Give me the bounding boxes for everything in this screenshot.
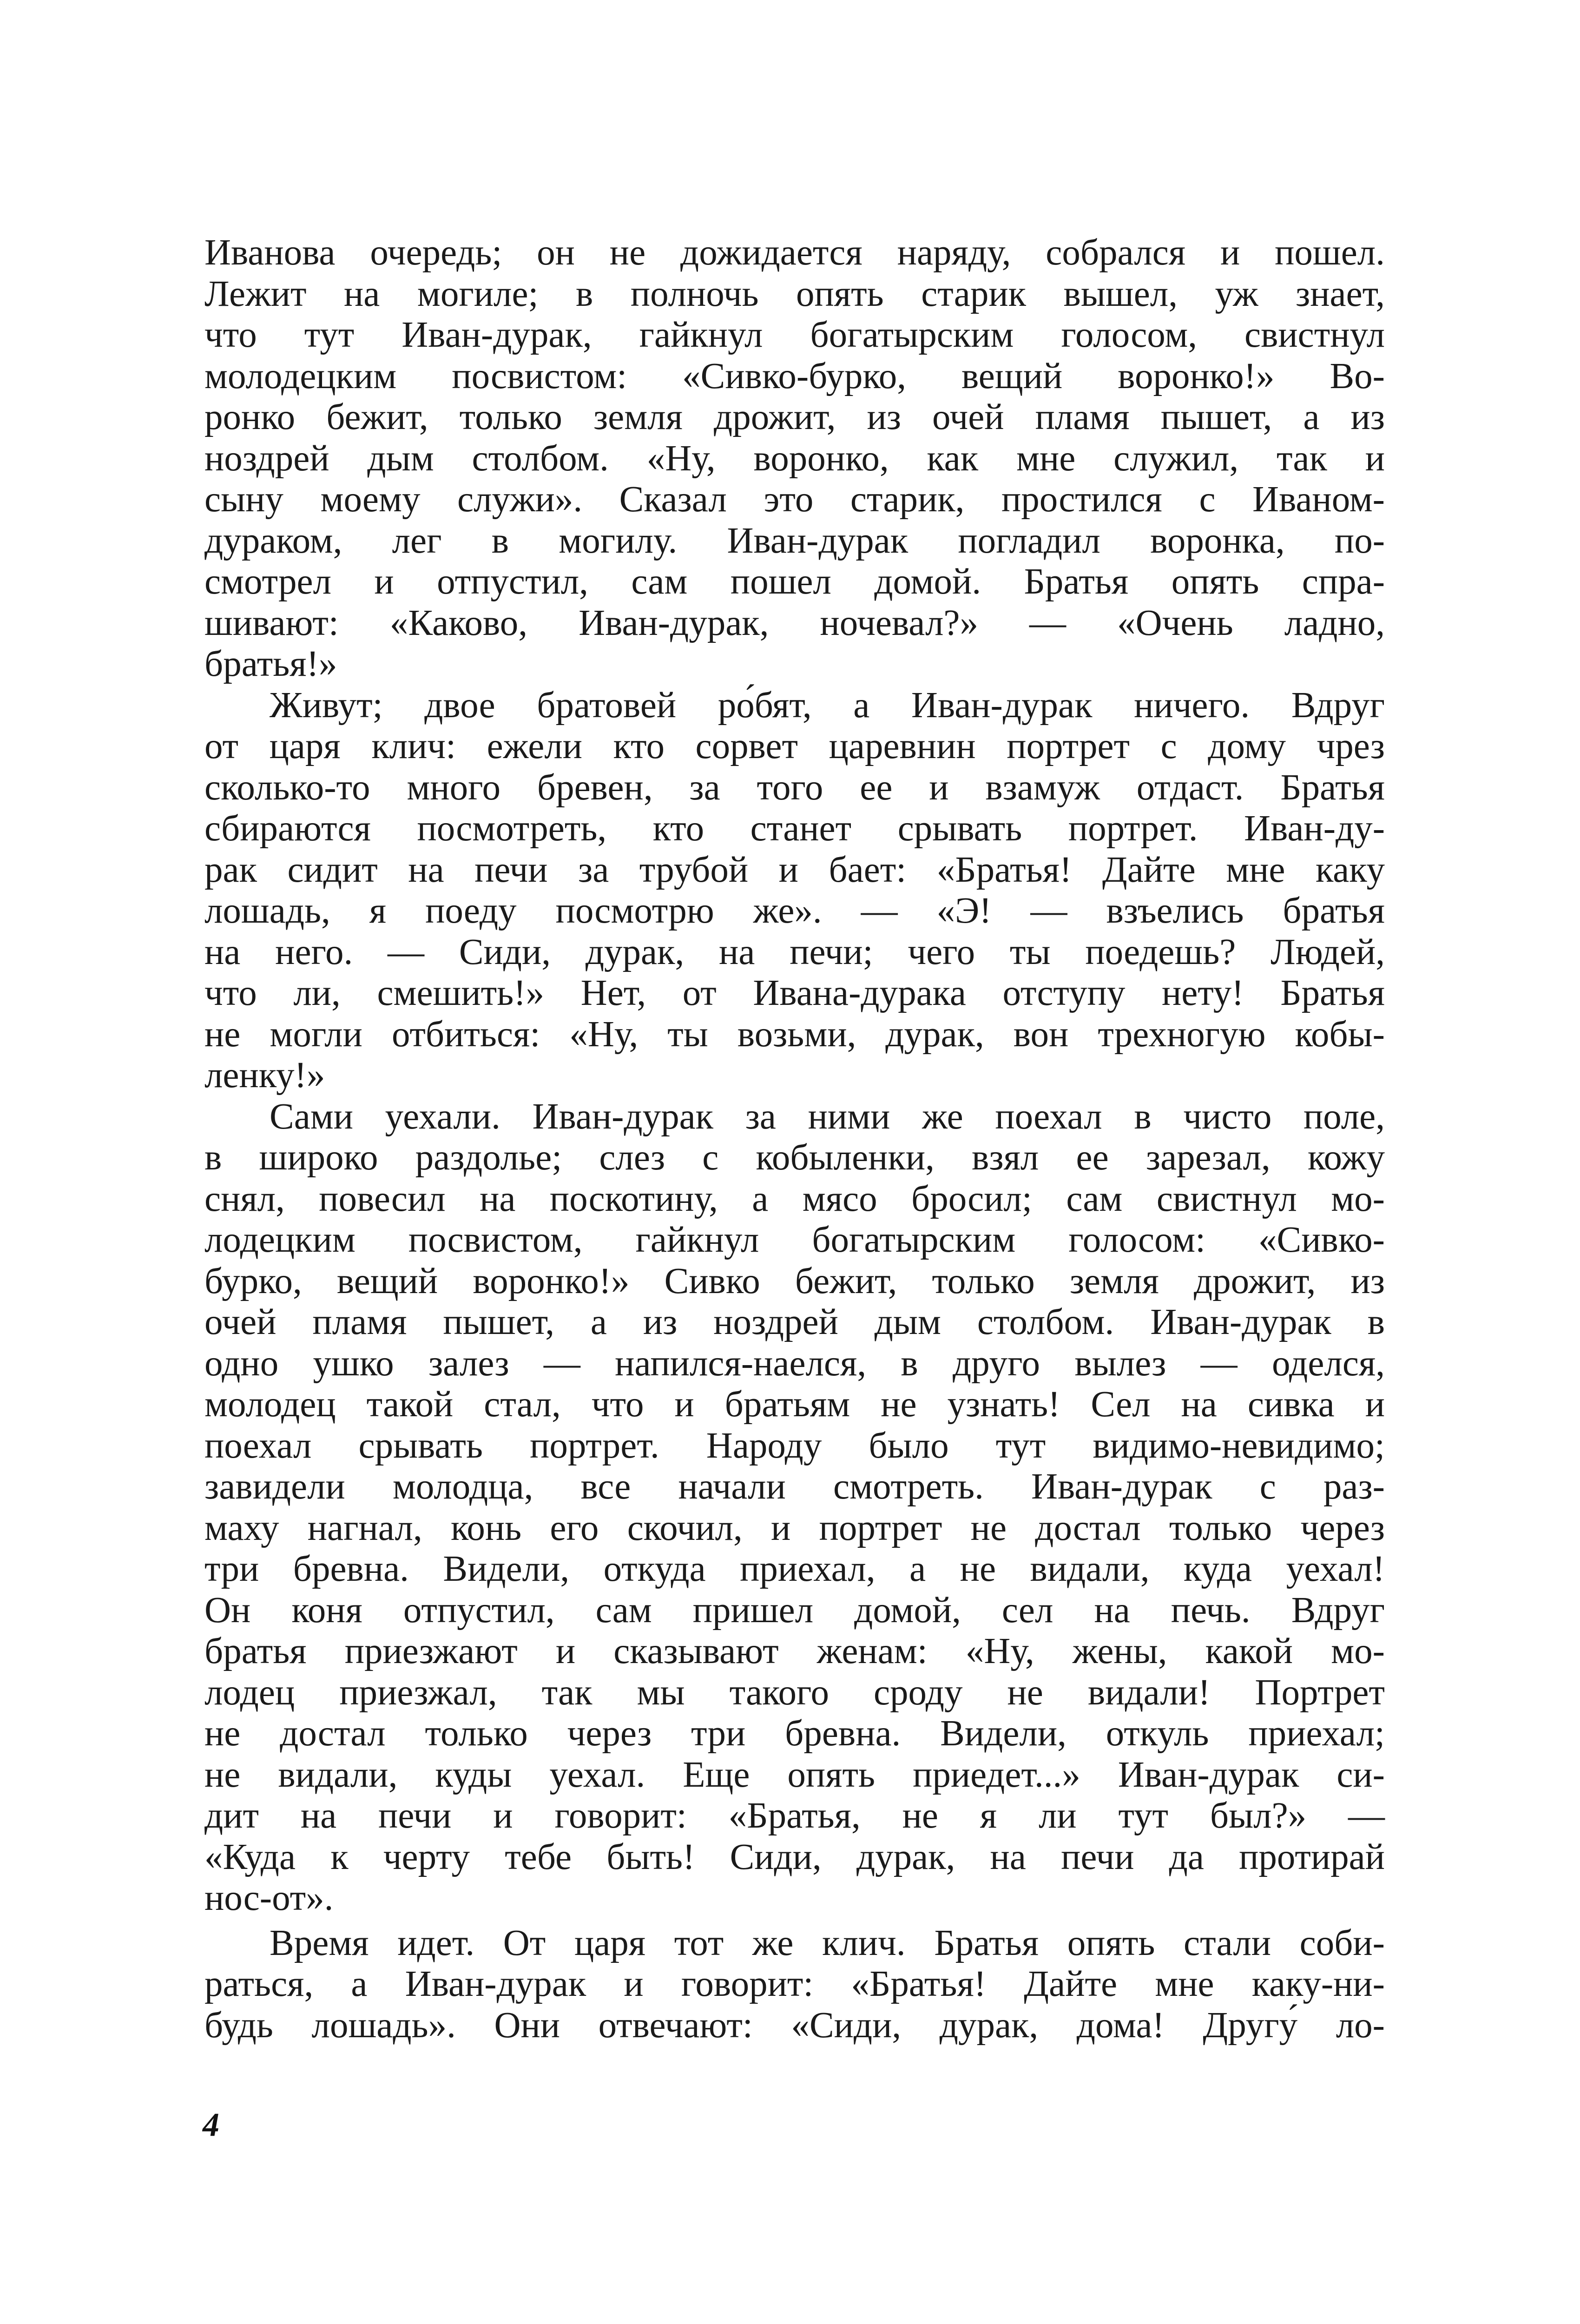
text-line: лодецким посвистом, гайкнул богатырским голосом: «Сивко- bbox=[204, 1220, 1385, 1260]
text-line: сыну моему служи». Сказал это старик, простился с Иваном- bbox=[204, 479, 1385, 520]
text-line: смотрел и отпустил, сам пошел домой. Братья опять спра- bbox=[204, 561, 1385, 602]
text-line: очей пламя пышет, а из ноздрей дым столбом. Иван-дурак в bbox=[204, 1302, 1385, 1342]
text-line: шивают: «Каково, Иван-дурак, ночевал?» — «Очень ладно, bbox=[204, 602, 1385, 643]
text-line: сколько-то много бревен, за того ее и взамуж отдаст. Братья bbox=[204, 767, 1385, 808]
text-line: молодец такой стал, что и братьям не узнать! Сел на сивка и bbox=[204, 1384, 1385, 1425]
text-line: будь лошадь». Они отвечают: «Сиди, дурак, дома! Другу́ ло- bbox=[204, 2005, 1385, 2046]
text-line: не могли отбиться: «Ну, ты возьми, дурак, вон трехногую кобы- bbox=[204, 1014, 1385, 1055]
text-line: три бревна. Видели, откуда приехал, а не видали, куда уехал! bbox=[204, 1549, 1385, 1589]
text-line: завидели молодца, все начали смотреть. Иван-дурак с раз- bbox=[204, 1466, 1385, 1507]
text-line: братья!» bbox=[204, 644, 337, 684]
body-text bbox=[204, 232, 1385, 2046]
text-line: Время идет. От царя тот же клич. Братья опять стали соби- bbox=[270, 1922, 1385, 1963]
text-line: ленку!» bbox=[204, 1055, 325, 1096]
text-line: ронко бежит, только земля дрожит, из очей пламя пышет, а из bbox=[204, 397, 1385, 437]
text-line: раться, а Иван-дурак и говорит: «Братья! Дайте мне каку-ни- bbox=[204, 1964, 1385, 2004]
text-line: не видали, куды уехал. Еще опять приедет...» Иван-дурак си- bbox=[204, 1754, 1385, 1795]
text-line: братья приезжают и сказывают женам: «Ну, жены, какой мо- bbox=[204, 1631, 1385, 1671]
text-line: дураком, лег в могилу. Иван-дурак погладил воронка, по- bbox=[204, 520, 1385, 561]
text-line: бурко, вещий воронко!» Сивко бежит, только земля дрожит, из bbox=[204, 1261, 1385, 1301]
text-line: от царя клич: ежели кто сорвет царевнин портрет с дому чрез bbox=[204, 726, 1385, 766]
text-line: Лежит на могиле; в полночь опять старик вышел, уж знает, bbox=[204, 273, 1385, 314]
text-line: снял, повесил на поскотину, а мясо бросил; сам свистнул мо- bbox=[204, 1178, 1385, 1219]
text-line: что тут Иван-дурак, гайкнул богатырским голосом, свистнул bbox=[204, 315, 1385, 355]
text-line: что ли, смешить!» Нет, от Ивана-дурака отступу нету! Братья bbox=[204, 973, 1385, 1013]
text-line: «Куда к черту тебе быть! Сиди, дурак, на печи да протирай bbox=[204, 1836, 1385, 1877]
text-line: рак сидит на печи за трубой и бает: «Братья! Дайте мне каку bbox=[204, 849, 1385, 890]
text-line: нос-от». bbox=[204, 1878, 334, 1918]
text-line: на него. — Сиди, дурак, на печи; чего ты поедешь? Людей, bbox=[204, 931, 1385, 972]
text-line: молодецким посвистом: «Сивко-бурко, вещий воронко!» Во- bbox=[204, 356, 1385, 396]
text-line: не достал только через три бревна. Видели, откуль приехал; bbox=[204, 1713, 1385, 1754]
text-line: поехал срывать портрет. Народу было тут видимо-невидимо; bbox=[204, 1425, 1385, 1466]
text-line: в широко раздолье; слез с кобыленки, взял ее зарезал, кожу bbox=[204, 1137, 1385, 1178]
text-line: Сами уехали. Иван-дурак за ними же поехал в чисто поле, bbox=[270, 1096, 1385, 1137]
text-line: дит на печи и говорит: «Братья, не я ли тут был?» — bbox=[204, 1796, 1385, 1836]
text-line: Иванова очередь; он не дожидается наряду, собрался и пошел. bbox=[204, 232, 1385, 273]
text-line: лодец приезжал, так мы такого сроду не видали! Портрет bbox=[204, 1672, 1385, 1713]
text-line: Живут; двое братовей ро́бят, а Иван-дурак ничего. Вдруг bbox=[270, 685, 1385, 726]
text-line: одно ушко залез — напился-наелся, в друго вылез — оделся, bbox=[204, 1343, 1385, 1384]
text-line: ноздрей дым столбом. «Ну, воронко, как мне служил, так и bbox=[204, 438, 1385, 479]
page-number: 4 bbox=[203, 2106, 219, 2143]
text-line: сбираются посмотреть, кто станет срывать портрет. Иван-ду- bbox=[204, 808, 1385, 849]
text-line: Он коня отпустил, сам пришел домой, сел на печь. Вдруг bbox=[204, 1590, 1385, 1631]
text-line: лошадь, я поеду посмотрю же». — «Э! — взъелись братья bbox=[204, 891, 1385, 931]
text-line: маху нагнал, конь его скочил, и портрет не достал только через bbox=[204, 1507, 1385, 1548]
